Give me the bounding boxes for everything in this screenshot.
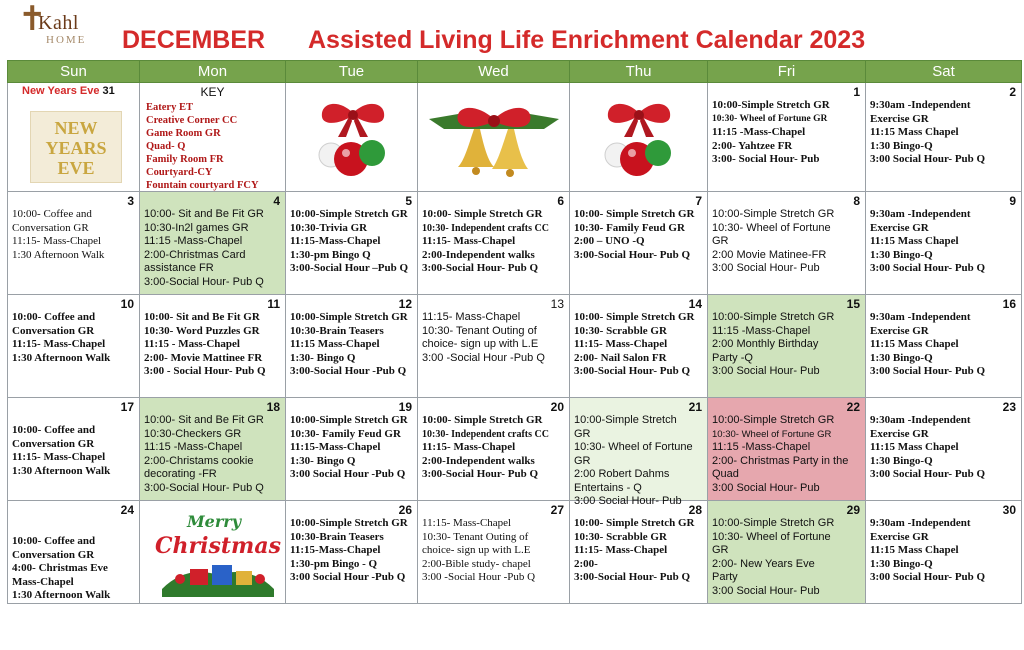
- event: Exercise GR: [870, 427, 929, 440]
- event: 10:30- Independent crafts CC: [422, 222, 549, 234]
- day-header-fri: Fri: [708, 61, 866, 83]
- events: [12, 208, 135, 262]
- event: 3:00 Social Hour- Pub: [574, 495, 682, 507]
- day-cell-19: [286, 398, 418, 501]
- event: choice- sign up with L.E: [422, 338, 539, 350]
- events: [574, 517, 703, 585]
- day-cell-30: [866, 501, 1022, 604]
- day-cell-5: [286, 192, 418, 295]
- event: 11:15-Mass-Chapel: [290, 544, 381, 556]
- event: 3:00 Social Hour- Pub: [712, 262, 820, 274]
- event: Exercise GR: [870, 530, 929, 543]
- logo-name: Kahl: [38, 12, 79, 34]
- event: 3:00 Social Hour- Pub Q: [870, 153, 986, 165]
- event: 11:15- Mass-Chapel: [422, 441, 516, 453]
- day-cell-8: [708, 192, 866, 295]
- event: 3:00-Social Hour- Pub Q: [422, 262, 539, 274]
- event: 10:00-Simple Stretch GR: [712, 517, 835, 529]
- event: 11:15- Mass-Chapel: [12, 338, 106, 350]
- event: 1:30-pm Bingo - Q: [290, 557, 378, 570]
- day-header-tue: Tue: [286, 61, 418, 83]
- event: 10:30-Checkers GR: [144, 427, 242, 440]
- event: Conversation GR: [12, 437, 95, 450]
- day-cell-6: [418, 192, 570, 295]
- events: [870, 517, 1017, 585]
- event: 10:00- Coffee and: [12, 535, 96, 547]
- event: 10:30-Brain Teasers: [290, 530, 384, 543]
- events: [144, 311, 281, 379]
- event: 3:00 Social Hour -Pub Q: [290, 468, 406, 480]
- day-number: 24: [120, 503, 134, 517]
- event: 3:00-Social Hour- Pub Q: [144, 481, 264, 494]
- day-number: 18: [266, 400, 280, 414]
- event: 1:30 Bingo-Q: [870, 248, 933, 261]
- events: [870, 311, 1017, 379]
- event: 2:00-Christams cookie: [144, 454, 254, 467]
- event: 10:00-Simple Stretch GR: [290, 311, 408, 323]
- events: [422, 517, 565, 585]
- event: 11:15 -Mass-Chapel: [712, 441, 811, 453]
- event: Exercise GR: [870, 324, 929, 337]
- event: 10:30- Family Feud GR: [574, 221, 685, 234]
- event: 10:00- Sit and Be Fit GR: [144, 311, 260, 323]
- day-cell-2: [866, 83, 1022, 192]
- event: 2:00 – UNO -Q: [574, 235, 645, 247]
- event: Conversation GR: [12, 221, 89, 234]
- merry-text: Merry: [186, 512, 242, 531]
- nye-image-line: EVE: [57, 158, 95, 178]
- event: 1:30 Afternoon Walk: [12, 464, 111, 477]
- event: 10:30- Independent crafts CC: [422, 428, 549, 440]
- key-item: Family Room FR: [146, 154, 224, 165]
- kahl-home-logo: [18, 2, 100, 54]
- event: 9:30am -Independent: [870, 311, 971, 323]
- event: Party: [712, 571, 738, 583]
- event: 1:30- Bingo Q: [290, 351, 356, 364]
- key-cell: [140, 83, 286, 192]
- event: 10:00-Simple Stretch GR: [712, 208, 835, 220]
- key-heading: KEY: [200, 85, 225, 99]
- event: 3:00-Social Hour -Pub Q: [290, 365, 407, 377]
- event: GR: [712, 235, 729, 247]
- day-number: 17: [120, 400, 134, 414]
- event: 1:30- Bingo Q: [290, 454, 356, 467]
- key-list: [146, 101, 259, 192]
- day-number: 19: [398, 400, 412, 414]
- event: 10:30- Wheel of Fortune GR: [712, 428, 832, 440]
- day-cell-15: [708, 295, 866, 398]
- event: 9:30am -Independent: [870, 414, 971, 426]
- event: 11:15 Mass Chapel: [870, 338, 959, 350]
- event: 2:00- Yahtzee FR: [712, 139, 793, 152]
- event: 10:30- Scrabble GR: [574, 324, 667, 337]
- day-number: 13: [550, 297, 564, 311]
- event: 10:30- Scrabble GR: [574, 530, 667, 543]
- event: 11:15 Mass-Chapel: [290, 338, 380, 350]
- event: 3:00 Social Hour- Pub Q: [870, 571, 986, 583]
- christmas-ornaments-icon: [594, 93, 684, 183]
- key-item: Quad- Q: [146, 141, 186, 152]
- day-number: 22: [846, 400, 860, 414]
- day-number: 16: [1002, 297, 1016, 311]
- event: 2:00-Independent walks: [422, 248, 535, 261]
- event: GR: [712, 544, 729, 556]
- day-cell-31: [8, 83, 140, 192]
- event: 10:00-Simple Stretch: [574, 414, 677, 426]
- event: 2:00 Monthly Birthday: [712, 338, 819, 350]
- week-row: [8, 295, 1022, 398]
- new-years-eve-image: [30, 111, 122, 183]
- day-number: 4: [273, 194, 280, 208]
- event: 10:30- Tenant Outing of: [422, 530, 529, 543]
- event: 1:30 Bingo-Q: [870, 557, 933, 570]
- key-item: Courtyard-CY: [146, 167, 213, 178]
- new-years-eve-label: New Years Eve 31: [22, 85, 115, 97]
- event: 10:00-Simple Stretch GR: [712, 99, 830, 111]
- event: 3:00-Social Hour- Pub Q: [144, 275, 264, 288]
- event: assistance FR: [144, 262, 214, 274]
- event: 10:00-Simple Stretch GR: [290, 208, 408, 220]
- day-number: 29: [846, 503, 860, 517]
- events: [712, 208, 861, 276]
- event: 10:00-Simple Stretch GR: [290, 517, 408, 529]
- event: 11:15 Mass Chapel: [870, 544, 959, 556]
- event: 11:15- Mass-Chapel: [422, 235, 516, 247]
- day-number: 9: [1009, 194, 1016, 208]
- event: 10:30- Word Puzzles GR: [144, 324, 260, 337]
- events: [144, 414, 281, 495]
- day-cell-3: [8, 192, 140, 295]
- event: 3:00 - Social Hour- Pub Q: [144, 365, 266, 377]
- events: [870, 414, 1017, 482]
- calendar-title: Assisted Living Life Enrichment Calendar 2023: [308, 26, 866, 54]
- event: 3:00-Social Hour- Pub Q: [574, 248, 691, 261]
- christmas-text: Christmas: [155, 533, 281, 559]
- day-number: 27: [550, 503, 564, 517]
- day-cell-22: [708, 398, 866, 501]
- event: 1:30 Afternoon Walk: [12, 248, 105, 261]
- event: 10:30- Tenant Outing of: [422, 324, 537, 337]
- week-row: [8, 501, 1022, 604]
- events: [144, 208, 281, 289]
- events: [290, 311, 413, 379]
- events: [290, 208, 413, 276]
- event: 2:00- Nail Salon FR: [574, 351, 667, 364]
- event: 10:00- Simple Stretch GR: [574, 311, 695, 323]
- month-title: DECEMBER: [122, 26, 266, 54]
- christmas-ornaments-icon: [308, 93, 398, 183]
- event: Conversation GR: [12, 548, 95, 561]
- event: 11:15- Mass-Chapel: [422, 517, 512, 529]
- day-cell-18: [140, 398, 286, 501]
- event: 10:00-Simple Stretch GR: [290, 414, 408, 426]
- event: 3:00 Social Hour- Pub: [712, 481, 820, 494]
- event: 2:00- Movie Mattinee FR: [144, 351, 263, 364]
- day-number: 7: [695, 194, 702, 208]
- event: 2:00- Christmas Party in the: [712, 454, 849, 467]
- day-cell-7: [570, 192, 708, 295]
- day-number: 8: [853, 194, 860, 208]
- week-row: [8, 398, 1022, 501]
- ornament-cell-tue: [286, 83, 418, 192]
- event: 3:00-Social Hour- Pub Q: [422, 468, 539, 480]
- day-header-sun: Sun: [8, 61, 140, 83]
- event: 3:00 Social Hour- Pub Q: [870, 262, 986, 274]
- events: [870, 208, 1017, 276]
- events: [12, 424, 135, 478]
- day-cell-17: [8, 398, 140, 501]
- cross-icon: ✝: [18, 0, 47, 39]
- day-number: 1: [853, 85, 860, 99]
- key-item: Fountain courtyard FCY: [146, 180, 259, 191]
- event: Mass-Chapel: [12, 575, 74, 588]
- events: [712, 311, 861, 379]
- event: 11:15- Mass-Chapel: [12, 235, 102, 247]
- key-item: Game Room GR: [146, 128, 221, 139]
- events: [712, 414, 861, 495]
- events: [712, 517, 861, 598]
- event: 3:00 -Social Hour -Pub Q: [422, 351, 545, 364]
- event: 2:00-Independent walks: [422, 454, 535, 467]
- event: decorating -FR: [144, 468, 217, 480]
- event: GR: [574, 427, 591, 440]
- event: 11:15 Mass Chapel: [870, 126, 959, 138]
- event: 2:00 Robert Dahms: [574, 468, 670, 480]
- event: 11:15 -Mass-Chapel: [144, 441, 243, 453]
- event: 10:30- Wheel of Fortune GR: [712, 113, 828, 124]
- day-cell-29: [708, 501, 866, 604]
- calendar-grid: [7, 60, 1022, 604]
- event: 2:00 Movie Matinee-FR: [712, 248, 827, 261]
- event: 10:30- Wheel of Fortune: [712, 221, 831, 234]
- event: 10:30-Trivia GR: [290, 221, 368, 234]
- day-number: 12: [398, 297, 412, 311]
- day-header-wed: Wed: [418, 61, 570, 83]
- event: 10:00- Simple Stretch GR: [422, 208, 543, 220]
- event: 3:00-Social Hour- Pub Q: [574, 365, 691, 377]
- event: 11:15 - Mass-Chapel: [144, 338, 240, 350]
- merry-christmas-image: [156, 505, 280, 601]
- event: 3:00-Social Hour –Pub Q: [290, 262, 409, 274]
- day-cell-14: [570, 295, 708, 398]
- event: 11:15 -Mass-Chapel: [144, 235, 243, 247]
- nye-image-line: YEARS: [45, 138, 107, 158]
- event: choice- sign up with L.E: [422, 544, 531, 556]
- day-number: 20: [550, 400, 564, 414]
- event: 10:30- Wheel of Fortune: [574, 441, 693, 453]
- event: Conversation GR: [12, 324, 95, 337]
- day-number: 3: [127, 194, 134, 208]
- week-row: [8, 192, 1022, 295]
- day-cell-28: [570, 501, 708, 604]
- event: 1:30-pm Bingo Q: [290, 248, 371, 261]
- day-header-sat: Sat: [866, 61, 1022, 83]
- day-number: 2: [1009, 85, 1016, 99]
- weekday-header-row: [8, 61, 1022, 83]
- day-number: 28: [688, 503, 702, 517]
- event: Quad: [712, 468, 739, 480]
- event: 1:30 Afternoon Walk: [12, 589, 111, 601]
- day-cell-9: [866, 192, 1022, 295]
- bells-cell-wed: [418, 83, 570, 192]
- event: 3:00-Social Hour- Pub Q: [574, 571, 691, 583]
- day-cell-25: [140, 501, 286, 604]
- event: 11:15 -Mass-Chapel: [712, 126, 806, 138]
- events: [422, 208, 565, 276]
- event: 1:30 Bingo-Q: [870, 139, 933, 152]
- event: 10:00- Coffee and: [12, 424, 96, 436]
- day-number: 21: [688, 400, 702, 414]
- day-number: 10: [120, 297, 134, 311]
- event: 11:15- Mass-Chapel: [574, 338, 668, 350]
- logo-sub: HOME: [46, 34, 87, 46]
- event: 10:00- Coffee and: [12, 311, 96, 323]
- day-header-thu: Thu: [570, 61, 708, 83]
- event: 4:00- Christmas Eve: [12, 562, 108, 574]
- day-header-mon: Mon: [140, 61, 286, 83]
- day-number: 23: [1002, 400, 1016, 414]
- day-cell-10: [8, 295, 140, 398]
- day-cell-26: [286, 501, 418, 604]
- event: 11:15-Mass-Chapel: [290, 441, 381, 453]
- day-cell-13: [418, 295, 570, 398]
- day-number: 26: [398, 503, 412, 517]
- event: 10:30- Wheel of Fortune: [712, 530, 831, 543]
- day-cell-27: [418, 501, 570, 604]
- event: 11:15-Mass-Chapel: [290, 235, 381, 247]
- nye-image-line: NEW: [54, 118, 98, 138]
- day-cell-21: [570, 398, 708, 507]
- day-number: 11: [267, 297, 280, 311]
- events: [712, 99, 861, 167]
- events: [12, 535, 135, 603]
- event: Exercise GR: [870, 112, 929, 125]
- key-item: Creative Corner CC: [146, 115, 238, 126]
- event: 11:15 -Mass-Chapel: [712, 324, 811, 337]
- event: 1:30 Bingo-Q: [870, 351, 933, 364]
- event: 11:15 Mass Chapel: [870, 441, 959, 453]
- event: 3:00 -Social Hour -Pub Q: [422, 571, 536, 583]
- event: 10:30-In2l games GR: [144, 221, 249, 234]
- day-cell-23: [866, 398, 1022, 501]
- event: GR: [574, 454, 591, 467]
- day-number: 5: [405, 194, 412, 208]
- events: [290, 414, 413, 482]
- event: 3:00 Social Hour- Pub: [712, 584, 820, 597]
- day-cell-4: [140, 192, 286, 295]
- event: 10:00-Simple Stretch GR: [712, 414, 835, 426]
- day-number: 15: [846, 297, 860, 311]
- event: 2:00-: [574, 557, 598, 570]
- event: 3:00 Social Hour- Pub: [712, 365, 820, 377]
- key-item: Eatery ET: [146, 102, 193, 113]
- event: 10:30-Brain Teasers: [290, 324, 384, 337]
- day-cell-16: [866, 295, 1022, 398]
- events: [574, 208, 703, 262]
- event: 9:30am -Independent: [870, 99, 971, 111]
- christmas-bells-icon: [424, 89, 564, 185]
- day-cell-1: [708, 83, 866, 192]
- event: 2:00- New Years Eve: [712, 557, 815, 570]
- events: [574, 311, 703, 379]
- day-number: 30: [1002, 503, 1016, 517]
- week-row: [8, 83, 1022, 192]
- ornament-cell-thu: [570, 83, 708, 192]
- event: 11:15- Mass-Chapel: [574, 544, 668, 556]
- event: 3:00- Social Hour- Pub: [712, 153, 820, 165]
- events: [574, 414, 703, 509]
- day-cell-20: [418, 398, 570, 501]
- event: 11:15- Mass-Chapel: [12, 451, 106, 463]
- event: 10:00- Sit and Be Fit GR: [144, 414, 264, 426]
- event: 10:00- Simple Stretch GR: [574, 208, 695, 220]
- day-number: 14: [688, 297, 702, 311]
- event: 3:00 Social Hour -Pub Q: [290, 571, 406, 583]
- events: [422, 311, 565, 365]
- event: 10:00- Sit and Be Fit GR: [144, 208, 264, 220]
- day-cell-11: [140, 295, 286, 398]
- event: 1:30 Bingo-Q: [870, 454, 933, 467]
- events: [290, 517, 413, 585]
- event: 2:00-Christmas Card: [144, 248, 246, 261]
- event: 3:00 Social Hour- Pub Q: [870, 365, 986, 377]
- event: 3:00 Social Hour- Pub Q: [870, 468, 986, 480]
- event: 1:30 Afternoon Walk: [12, 351, 111, 364]
- event: 11:15 Mass Chapel: [870, 235, 959, 247]
- event: Entertains - Q: [574, 481, 642, 494]
- event: 9:30am -Independent: [870, 517, 971, 529]
- event: 2:00-Bible study- chapel: [422, 557, 531, 570]
- events: [870, 99, 1017, 167]
- event: Exercise GR: [870, 221, 929, 234]
- event: 10:00- Simple Stretch GR: [574, 517, 695, 529]
- event: 10:00-Simple Stretch GR: [712, 311, 835, 323]
- day-cell-24: [8, 501, 140, 604]
- event: 9:30am -Independent: [870, 208, 971, 220]
- events: [422, 414, 565, 482]
- day-cell-12: [286, 295, 418, 398]
- event: 10:00- Coffee and: [12, 208, 92, 220]
- event: 11:15- Mass-Chapel: [422, 311, 521, 323]
- event: 10:00- Simple Stretch GR: [422, 414, 543, 426]
- events: [12, 311, 135, 365]
- day-number: 6: [557, 194, 564, 208]
- event: Party -Q: [712, 351, 753, 364]
- event: 10:30- Family Feud GR: [290, 427, 401, 440]
